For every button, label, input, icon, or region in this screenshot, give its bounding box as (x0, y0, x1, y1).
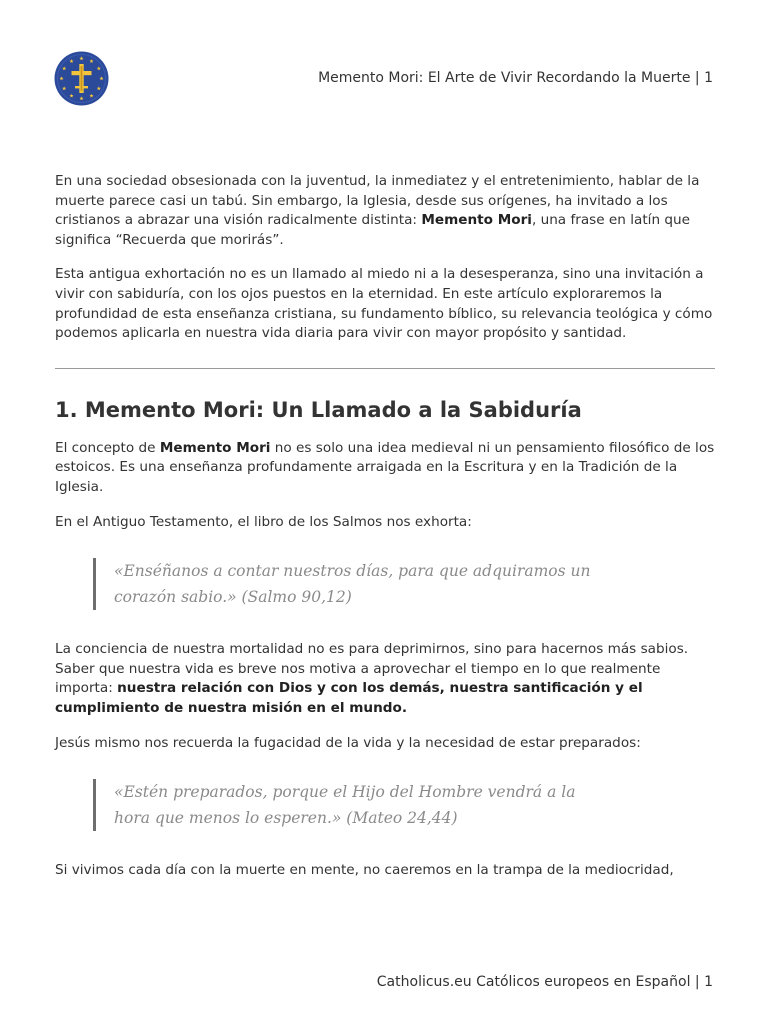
page-footer: Catholicus.eu Católicos europeos en Español | 1 (376, 974, 713, 990)
document-body (55, 172, 715, 896)
scripture-quote-psalm: «Enséñanos a contar nuestros días, para que adquiramos un corazón sabio.» (Salmo 90,12) (93, 558, 614, 610)
section-paragraph-3: La conciencia de nuestra mortalidad no es para deprimirnos, sino para hacernos más sabios. Saber que nuestra vida es breve nos motiva a aprovechar el tiempo en lo que realmente importa: nuestra relación con Dios y con los demás, nuestra santificación y el cumplimiento de nuestra misión en el mundo. (55, 641, 689, 716)
emphasis-memento-mori: Memento Mori (421, 212, 532, 229)
section-paragraph-4: Jesús mismo nos recuerda la fugacidad de la vida y la necesidad de estar preparados: (55, 734, 641, 751)
section-paragraph-5: Si vivimos cada día con la muerte en mente, no caeremos en la trampa de la mediocridad, (55, 862, 674, 879)
intro-paragraph-2: Esta antigua exhortación no es un llamado al miedo ni a la desesperanza, sino una invitación a vivir con sabiduría, con los ojos puestos en la eternidad. En este artículo exploraremos la profundidad de esta enseñanza cristiana, su fundamento bíblico, su relevancia teológica y cómo podemos aplicarla en nuestra vida diaria para vivir con mayor propósito y santidad. (55, 266, 713, 342)
section-divider (55, 368, 715, 369)
section-paragraph-2: En el Antiguo Testamento, el libro de los Salmos nos exhorta: (55, 513, 472, 530)
emphasis-memento-mori-2: Memento Mori (159, 439, 271, 456)
section-paragraph-1: El concepto de Memento Mori no es solo una idea medieval ni un pensamiento filosófico de los estoicos. Es una enseñanza profundamente arraigada en la Escritura y en la Tradición de la Iglesia. (55, 439, 715, 495)
intro-paragraph-1: En una sociedad obsesionada con la juventud, la inmediatez y el entretenimiento, hablar de la muerte parece casi un tabú. Sin embargo, la Iglesia, desde sus orígenes, ha invitado a los cristianos a abrazar una visión radicalmente distinta: Memento Mori, una frase en latín que significa “Recuerda que morirás”. (55, 173, 700, 248)
emphasis-priorities: nuestra relación con Dios y con los demás, nuestra santificación y el cumplimiento de nuestra misión en el mundo. (55, 680, 643, 716)
section-heading: 1. Memento Mori: Un Llamado a la Sabiduría (55, 397, 582, 422)
page-header-title: Memento Mori: El Arte de Vivir Recordando la Muerte | 1 (318, 70, 713, 86)
scripture-quote-matthew: «Estén preparados, porque el Hijo del Hombre vendrá a la hora que menos lo esperen.» (Mateo 24,44) (93, 779, 614, 831)
catholic-cross-stars-icon (54, 51, 109, 106)
